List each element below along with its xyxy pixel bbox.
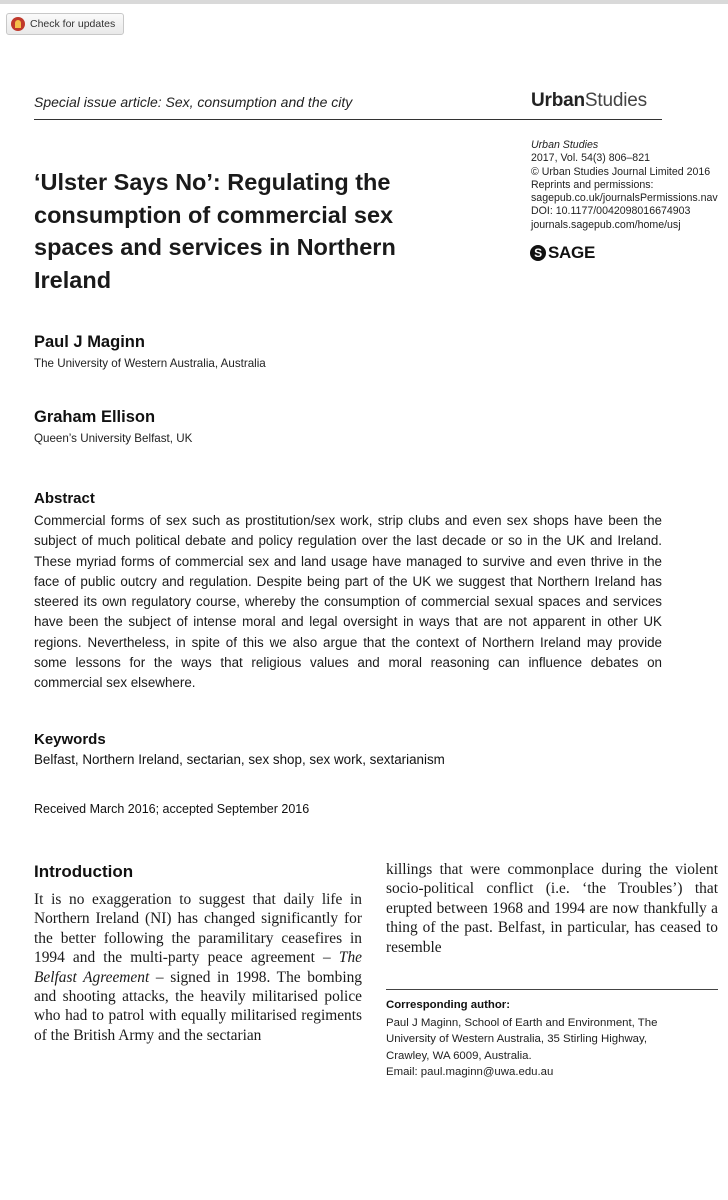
author-name: Paul J Maginn xyxy=(34,333,145,351)
intro-text-part-1: It is no exaggeration to suggest that daily life in Northern Ireland (NI) has changed significantly for the better following the paramilitary ceasefires in 1994 and the multi-party peace agreement – xyxy=(34,891,362,967)
corresponding-email[interactable]: Email: paul.maginn@uwa.edu.au xyxy=(386,1065,554,1078)
reprints-label: Reprints and permissions: xyxy=(531,178,654,191)
intro-text-part-2: – signed in 1998. The bombing and shooting attacks, the heavily militarised police who had to patrol with equally militarised regiments of the British Army and the sectarian xyxy=(34,968,362,1044)
intro-italic-title: The Belfast Agreement xyxy=(34,949,362,986)
author-name: Graham Ellison xyxy=(34,408,156,426)
special-issue-label: Special issue article: Sex, consumption and the city xyxy=(34,94,353,110)
introduction-column-2: killings that were commonplace during the violent socio-political conflict (i.e. ‘the Troubles’) that erupted between 1968 and 1994 are now thankfully a thing of the past. Belfast, in particular, has ceased to resemble xyxy=(386,861,718,956)
volume-info: 2017, Vol. 54(3) 806–821 xyxy=(531,152,650,165)
check-for-updates-button[interactable] xyxy=(6,13,124,35)
journal-logo-bold: Urban xyxy=(531,90,585,111)
corresponding-author-heading: Corresponding author: xyxy=(386,999,511,1011)
abstract-text: Commercial forms of sex such as prostitution/sex work, strip clubs and even sex shops have been the subject of much political debate and policy regulation over the last decade or so in the UK and Ireland. These myriad forms of commercial sex and land usage have managed to survive and even thrive in the face of public outcry and regulation. Despite being part of the UK we suggest that Northern Ireland has steered its own regulatory course, whereby the consumption of commercial sexual spaces and services have been the subject of intense moral and legal oversight in ways that are not apparent in other UK regions. Nevertheless, in spite of this we also argue that the context of Northern Ireland may provide some lessons for the ways that religious values and moral reasoning can influence debates on commercial sex elsewhere. xyxy=(34,513,662,691)
keywords-heading: Keywords xyxy=(34,731,106,748)
article-title: ‘Ulster Says No’: Regulating the consumption of commercial sex spaces and services in Northern Ireland xyxy=(34,169,396,293)
journal-logo xyxy=(531,90,647,112)
abstract-heading: Abstract xyxy=(34,490,95,507)
copyright: © Urban Studies Journal Limited 2016 xyxy=(531,165,711,178)
doi[interactable]: DOI: 10.1177/0042098016674903 xyxy=(531,205,691,218)
journal-name: Urban Studies xyxy=(531,139,599,151)
sage-s-icon: S xyxy=(530,245,546,261)
check-for-updates-label: Check for updates xyxy=(30,18,116,30)
reprints-link[interactable]: sagepub.co.uk/journalsPermissions.nav xyxy=(531,192,718,205)
keywords-list: Belfast, Northern Ireland, sectarian, sex shop, sex work, sextarianism xyxy=(34,752,445,767)
author-affiliation: Queen’s University Belfast, UK xyxy=(34,432,193,445)
crossmark-icon xyxy=(11,17,25,31)
header-rule xyxy=(34,119,662,120)
received-dates: Received March 2016; accepted September 2016 xyxy=(34,802,310,816)
sage-logo xyxy=(530,243,595,263)
corresponding-author-details xyxy=(386,1015,718,1080)
corresponding-line: Crawley, WA 6009, Australia. xyxy=(386,1049,532,1062)
top-bar xyxy=(0,0,728,4)
journal-link[interactable]: journals.sagepub.com/home/usj xyxy=(531,218,681,231)
author-affiliation: The University of Western Australia, Australia xyxy=(34,357,266,370)
introduction-column-1 xyxy=(34,890,362,1045)
introduction-heading: Introduction xyxy=(34,862,134,881)
sage-logo-text: SAGE xyxy=(548,243,595,262)
article-metadata xyxy=(531,139,718,232)
corresponding-line: Paul J Maginn, School of Earth and Environment, The xyxy=(386,1017,658,1029)
corresponding-line: University of Western Australia, 35 Stirling Highway, xyxy=(386,1033,648,1046)
footnote-rule xyxy=(386,989,718,990)
journal-logo-light: Studies xyxy=(584,90,647,111)
